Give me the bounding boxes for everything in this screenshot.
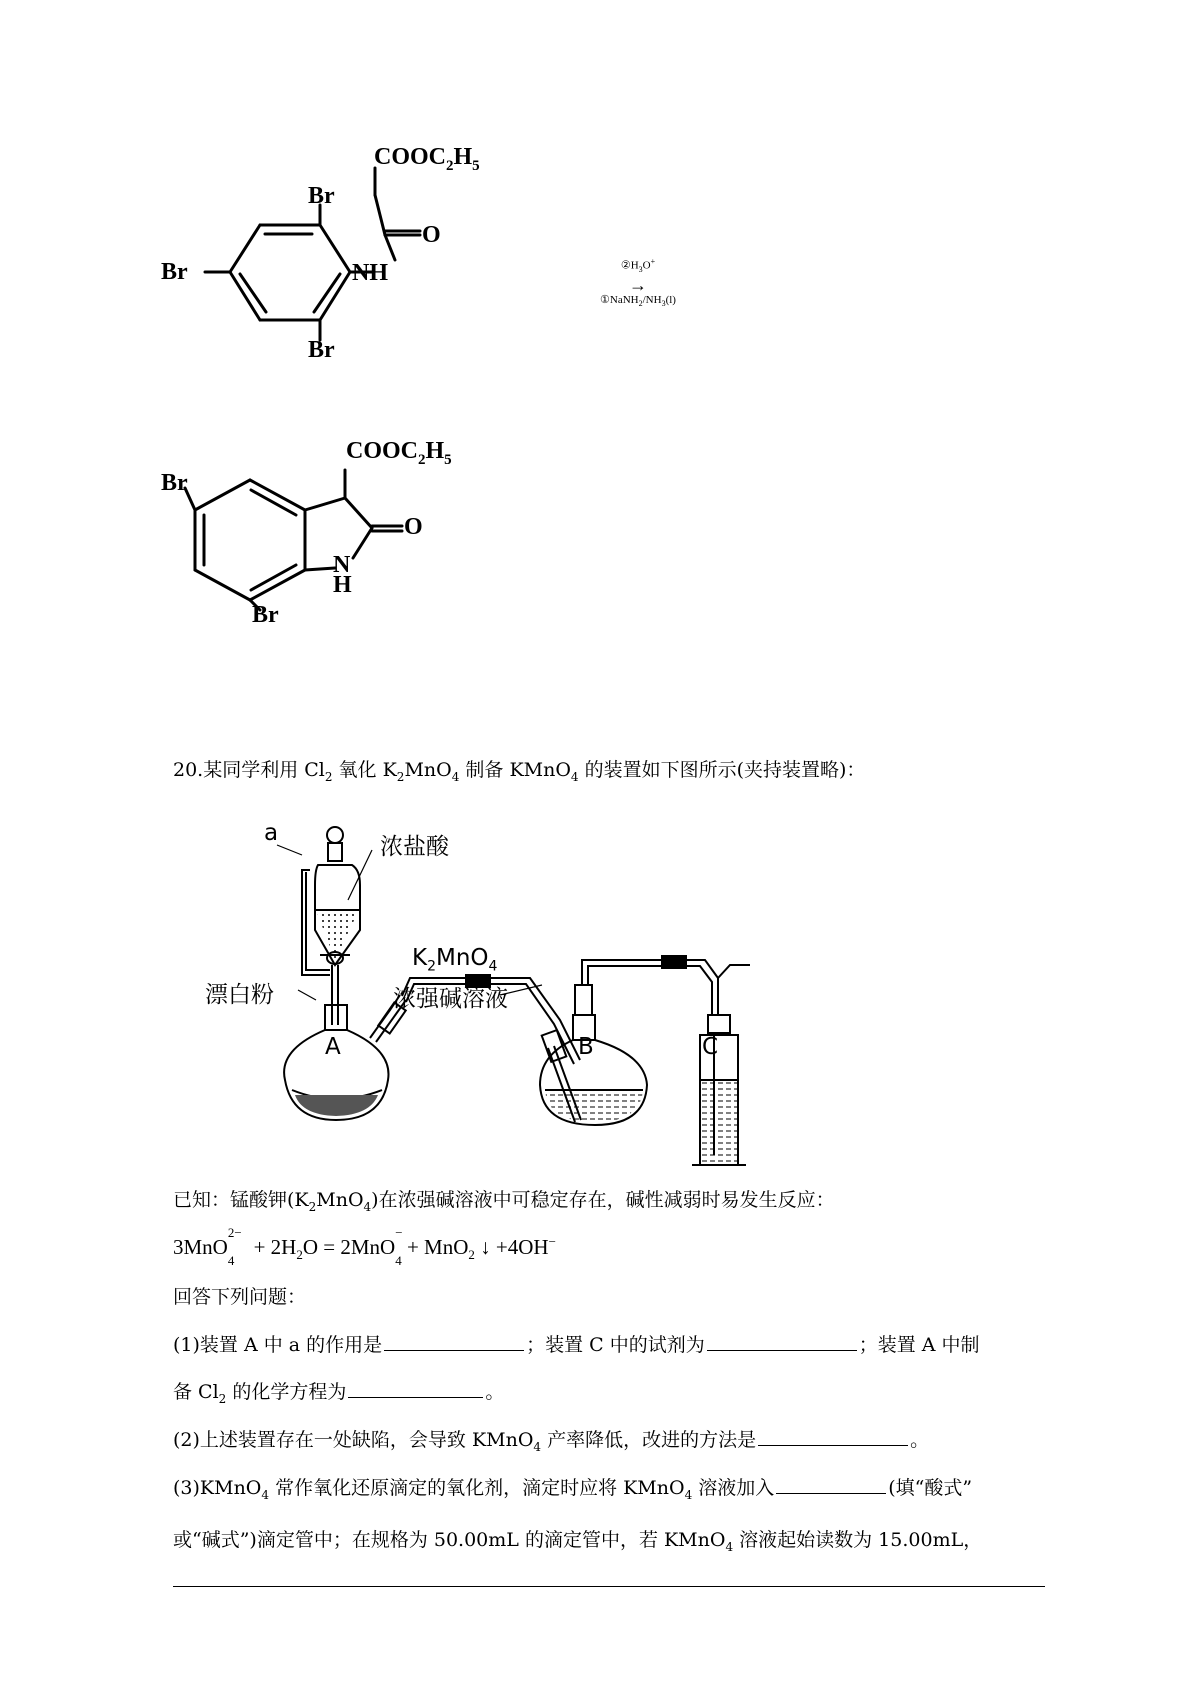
answer-blank-3[interactable] [776, 1473, 886, 1494]
question-1-line-1: (1)装置 A 中 a 的作用是 ；装置 C 中的试剂为 ；装置 A 中制 [173, 1330, 980, 1360]
label-conc-hcl: 浓盐酸 [380, 834, 449, 860]
question-2: (2)上述装置存在一处缺陷，会导致 KMnO$_4$ 产率降低，改进的方法是 。 [173, 1425, 929, 1462]
product-n: N [333, 552, 351, 578]
product-br-top: Br [161, 470, 188, 496]
question-20-intro: 20.某同学利用 $Cl_2$ 氧化 $K_2MnO_4$ 制备 KMnO$_4$ 的装置如下图所示(夹持装置略)： [173, 759, 866, 784]
answer-blank-1-1[interactable] [384, 1330, 524, 1351]
reactant-br-bottom: Br [308, 337, 335, 363]
reaction-equation: 3MnO 2− $_4 + 2H_2O = 2MnO$ − $_4$ + MnO$_2$ ↓ +4OH− [173, 1225, 556, 1269]
reactant-ester-label: $COOC_2H_5$ [374, 144, 480, 174]
product-br-bottom: Br [252, 602, 279, 628]
label-strong-base: 浓强碱溶液 [393, 986, 508, 1012]
page-footer-rule [173, 1586, 1045, 1587]
product-h: H [333, 572, 352, 598]
reactant-br-left: Br [161, 259, 188, 285]
flask-label-b: B [578, 1034, 594, 1060]
label-k2mno4: $K_2MnO_4$ [412, 945, 498, 975]
known-statement: 已知：锰酸钾$(K_2MnO_4)$在浓强碱溶液中可稳定存在，碱性减弱时易发生反应： [173, 1189, 835, 1214]
question-3-line-2: 或“碱式”)滴定管中；在规格为 50.00mL 的滴定管中，若 KMnO$_4$ 溶液起始读数为 15.00mL， [173, 1529, 983, 1554]
answer-prompt: 回答下列问题： [173, 1286, 307, 1308]
flask-label-a: A [325, 1034, 341, 1060]
answer-blank-1-2[interactable] [707, 1330, 857, 1351]
reactant-br-top: Br [308, 183, 335, 209]
reactant-nh: NH [352, 260, 388, 286]
apparatus-diagram [230, 810, 830, 1180]
reaction-arrow: → [629, 274, 647, 295]
condition-step1: $①NaNH_2/NH_3(l)$ [600, 293, 676, 309]
product-ester-label: $COOC_2H_5$ [346, 438, 452, 468]
answer-blank-1-3[interactable] [348, 1377, 483, 1398]
product-oxygen: O [404, 514, 423, 540]
label-bleach: 漂白粉 [205, 982, 274, 1008]
funnel-stopper [327, 827, 343, 843]
reaction-conditions [598, 255, 678, 311]
reactant-oxygen: O [422, 222, 441, 248]
answer-blank-2[interactable] [758, 1425, 908, 1446]
question-1-line-2: 备 $Cl_2$ 的化学方程为 。 [173, 1377, 504, 1414]
label-a: a [264, 820, 279, 846]
question-3-line-1: (3)KMnO$_4$ 常作氧化还原滴定的氧化剂，滴定时应将 KMnO$_4$ 溶液加入 (填“酸式” [173, 1473, 972, 1510]
condition-step2: $②H_3O^+$ [620, 257, 656, 274]
flask-label-c: C [702, 1034, 719, 1060]
